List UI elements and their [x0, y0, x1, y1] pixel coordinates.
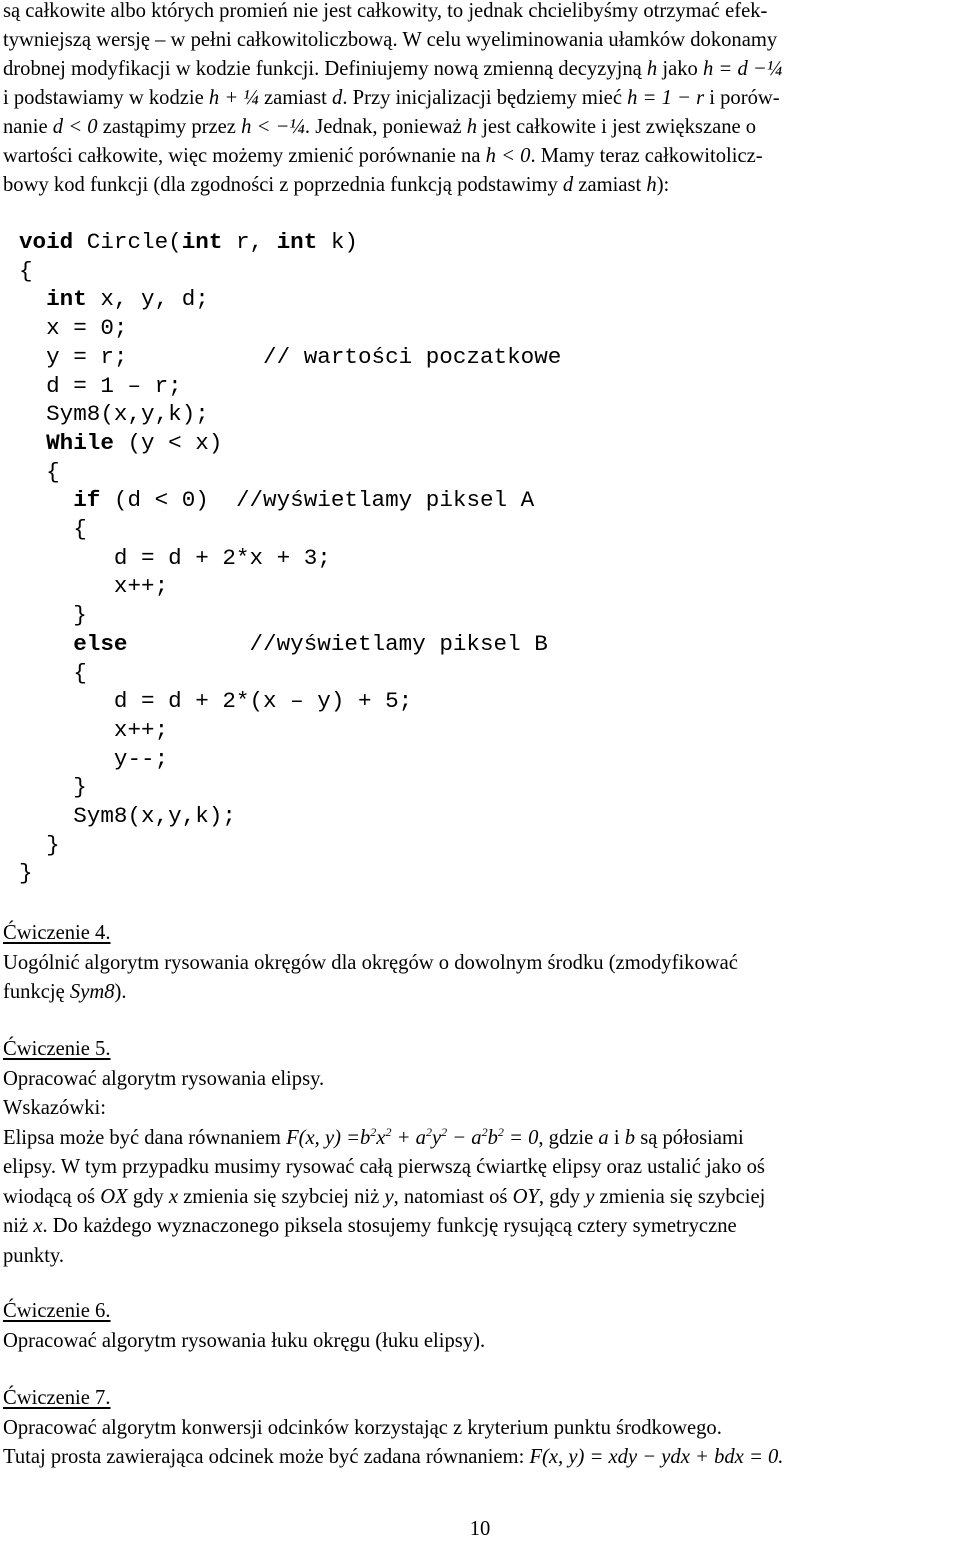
- exercise-4: [3, 919, 957, 1008]
- intro-line: i podstawiamy w kodzie h + ¼ zamiast d. Przy inicjalizacji będziemy mieć h = 1 − r i porów-: [3, 87, 780, 109]
- exercise-5-text: Opracować algorytm rysowania elipsy.: [3, 1067, 325, 1090]
- exercise-7-title: Ćwiczenie 7.: [3, 1387, 111, 1409]
- code-listing: void Circle(int r, int k) { int x, y, d; x = 0; y = r; // wartości poczatkowe d = 1 – r; Sym8(x,y,k); While (y < x) { if (d < 0) //wyświetlamy piksel A { d = d + 2*x + 3; x++; } else //wyświetlamy piksel B { d = d + 2*(x – y) + 5; x++; y--; } Sym8(x,y,k); } }: [19, 229, 562, 887]
- exercise-5-title: Ćwiczenie 5.: [3, 1038, 111, 1060]
- exercise-5-text: elipsy. W tym przypadku musimy rysować całą pierwszą ćwiartkę elipsy oraz ustalić jako oś: [3, 1156, 765, 1178]
- exercise-5-hints-label: Wskazówki:: [3, 1097, 106, 1119]
- exercise-7: [3, 1384, 957, 1473]
- intro-line: nanie d < 0 zastąpimy przez h < −¼. Jednak, ponieważ h jest całkowite i jest zwiększane o: [3, 116, 757, 138]
- page-number: 10: [469, 1518, 491, 1540]
- exercise-4-text: Uogólnić algorytm rysowania okręgów dla okręgów o dowolnym środku (zmodyfikować: [3, 951, 738, 974]
- exercise-5-text: niż x. Do każdego wyznaczonego piksela stosujemy funkcję rysującą cztery symetryczne: [3, 1215, 737, 1237]
- exercise-5: [3, 1035, 957, 1271]
- exercise-7-text: Tutaj prosta zawierająca odcinek może być zadana równaniem: F(x, y) = xdy − ydx + bdx = 0.: [3, 1446, 784, 1468]
- exercise-5-text: Elipsa może być dana równaniem F(x, $y) =b^2x^2 + a^2y^2 - a^2b^2 = 0$, gdzie a i b są półosiami: [3, 1124, 744, 1149]
- exercise-5-text: punkty.: [3, 1244, 65, 1267]
- intro-line: bowy kod funkcji (dla zgodności z poprzednia funkcją podstawimy d zamiast h):: [3, 174, 670, 196]
- exercise-6-text: Opracować algorytm rysowania łuku okręgu (łuku elipsy).: [3, 1329, 486, 1352]
- intro-line: wartości całkowite, więc możemy zmienić porównanie na h < 0. Mamy teraz całkowitolicz-: [3, 145, 763, 167]
- exercise-4-title: Ćwiczenie 4.: [3, 922, 111, 944]
- exercise-4-text: funkcję Sym8).: [3, 981, 127, 1003]
- intro-line: drobnej modyfikacji w kodzie funkcji. Definiujemy nową zmienną decyzyjną h jako h = d −¼: [3, 58, 783, 80]
- exercise-6: [3, 1297, 957, 1356]
- intro-paragraph: [3, 0, 957, 200]
- exercise-5-text: wiodącą oś OX gdy x zmienia się szybciej niż y, natomiast oś OY, gdy y zmienia się szybciej: [3, 1185, 766, 1208]
- exercise-6-title: Ćwiczenie 6.: [3, 1300, 111, 1322]
- intro-line: są całkowite albo których promień nie jest całkowity, to jednak chcielibyśmy otrzymać efek-: [3, 0, 768, 22]
- exercise-7-text: Opracować algorytm konwersji odcinków korzystając z kryterium punktu środkowego.: [3, 1416, 722, 1439]
- intro-line: tywniejszą wersję – w pełni całkowitoliczbową. W celu wyeliminowania ułamków dokonamy: [3, 29, 778, 51]
- ellipse-equation: F(x, $y) =b^2x^2 + a^2y^2 - a^2b^2 = 0$: [286, 1124, 539, 1149]
